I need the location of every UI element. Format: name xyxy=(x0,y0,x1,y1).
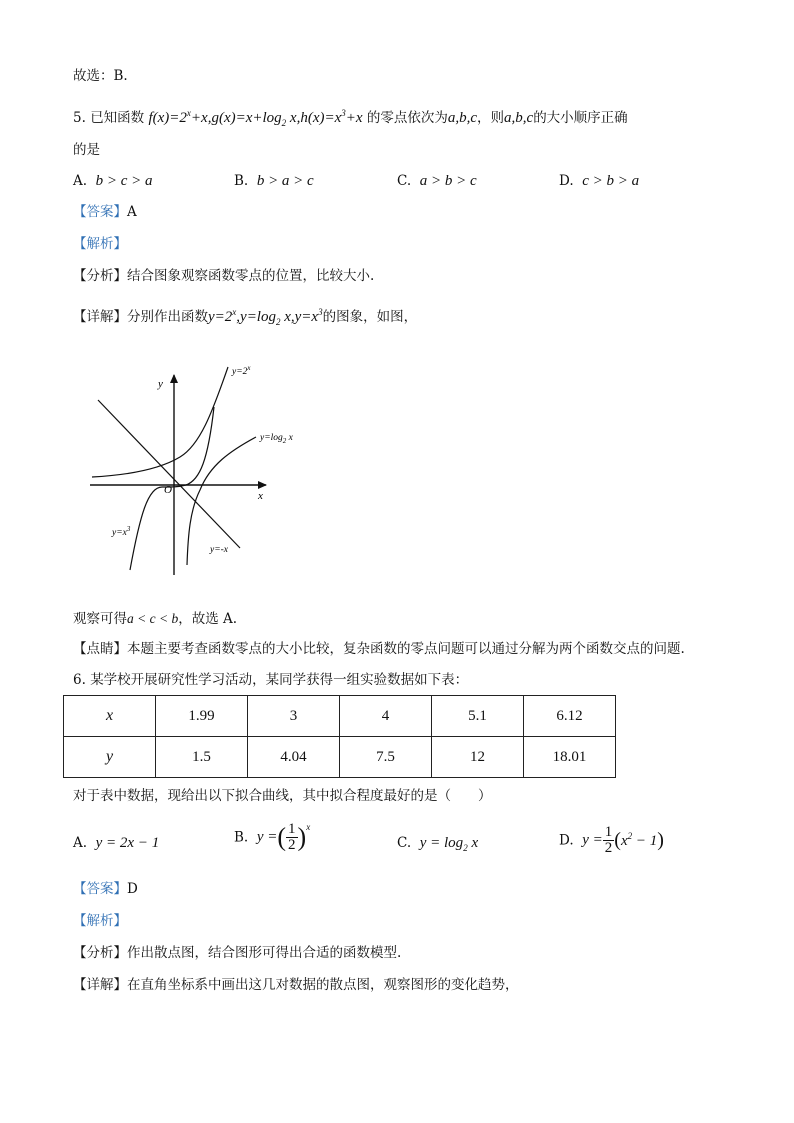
q6-number: 6. xyxy=(73,672,86,688)
table-cell: 1.99 xyxy=(156,696,248,737)
q5-option-b: B. b > a > c xyxy=(234,173,314,189)
table-header-x: x xyxy=(64,696,156,737)
q6-option-b: B. y =( $\frac{1}{2}$ )$^x$ xyxy=(234,821,311,853)
q5-dianjing xyxy=(73,639,685,659)
q5-xiangjie xyxy=(73,302,417,332)
table-cell: 12 xyxy=(432,737,524,778)
q5-stem xyxy=(73,103,628,133)
q5-vars: a,b,c xyxy=(447,110,478,126)
q6-fenxi xyxy=(73,943,401,963)
q6-analysis xyxy=(73,911,127,931)
q5-xiangjie-funcs: $y=2^x,y=\log_2$ $x,y=x^3$ xyxy=(208,307,323,327)
table-cell: 6.12 xyxy=(524,696,616,737)
table-cell: 3 xyxy=(248,696,340,737)
q6-answer-value: D xyxy=(127,881,138,897)
table-cell: 5.1 xyxy=(432,696,524,737)
q6-xiangjie-text: 在直角坐标系中画出这几对数据的散点图，观察图形的变化趋势， xyxy=(127,977,519,993)
q5-option-c: C. a > b > c xyxy=(397,173,477,189)
table-cell: 18.01 xyxy=(524,737,616,778)
table-cell: 1.5 xyxy=(156,737,248,778)
q6-stem-text: 某学校开展研究性学习活动，某同学获得一组实验数据如下表： xyxy=(90,672,469,688)
q6-option-c: C. $y = \log_2 x$ xyxy=(397,835,479,853)
label-neg-x: y=-x xyxy=(210,545,229,555)
q6-answer xyxy=(73,879,138,899)
origin-label: O xyxy=(164,484,172,496)
table-cell: 4.04 xyxy=(248,737,340,778)
q5-option-a: A. b > c > a xyxy=(73,173,153,189)
line-neg-x xyxy=(98,400,240,548)
q5-observe-expr: a < c < b xyxy=(127,611,179,626)
q5-stem-suffix: 的大小顺序正确 xyxy=(533,110,628,126)
table-cell: 7.5 xyxy=(340,737,432,778)
q6-fenxi-tag: 【分析】 xyxy=(73,945,127,961)
q5-dianjing-tag: 【点睛】 xyxy=(73,641,127,657)
q5-analysis xyxy=(73,234,127,254)
q5-answer-value: A xyxy=(127,204,137,220)
x-axis-label: x xyxy=(258,490,263,502)
q5-fenxi-text: 结合图象观察函数零点的位置，比较大小. xyxy=(127,268,375,284)
q4-conclusion: 故选：B. xyxy=(73,68,128,84)
label-log2x: $y=\log_2$ x xyxy=(260,433,293,445)
function-graph xyxy=(90,364,293,580)
q5-xiangjie-prefix: 分别作出函数 xyxy=(127,309,208,325)
q5-stem-mid2: ，则 xyxy=(477,110,505,126)
q6-stem xyxy=(73,670,468,690)
q6-data-table xyxy=(63,695,616,778)
q6-analysis-tag: 【解析】 xyxy=(73,913,127,929)
q5-xiangjie-tag: 【详解】 xyxy=(73,309,127,325)
q5-answer-tag: 【答案】 xyxy=(73,204,127,220)
q5-stem-mid: 的零点依次为 xyxy=(366,110,448,126)
table-header-y: y xyxy=(64,737,156,778)
label-x-cubed: $y=x^3$ xyxy=(112,525,131,538)
q5-number: 5. xyxy=(73,110,86,126)
q6-xiangjie-tag: 【详解】 xyxy=(73,977,127,993)
q5-fenxi-tag: 【分析】 xyxy=(73,268,127,284)
q5-analysis-tag: 【解析】 xyxy=(73,236,127,252)
q5-vars2: a,b,c xyxy=(504,110,534,126)
q6-fenxi-text: 作出散点图，结合图形可得出合适的函数模型. xyxy=(127,945,402,961)
q5-answer xyxy=(73,202,137,222)
q5-option-d: D. c > b > a xyxy=(559,173,640,189)
q6-xiangjie xyxy=(73,975,519,995)
table-row-x xyxy=(64,696,616,737)
q6-answer-tag: 【答案】 xyxy=(73,881,127,897)
q5-stem-line2: 的是 xyxy=(73,142,100,158)
q5-observe-suffix: ，故选 A. xyxy=(178,611,238,627)
table-cell: 4 xyxy=(340,696,432,737)
q5-observe xyxy=(73,609,237,629)
table-row-y xyxy=(64,737,616,778)
q5-observe-prefix: 观察可得 xyxy=(73,611,127,627)
q5-fenxi xyxy=(73,266,374,286)
q5-dianjing-text: 本题主要考查函数零点的大小比较，复杂函数的零点问题可以通过分解为两个函数交点的问题. xyxy=(127,641,685,657)
q5-xiangjie-suffix: 的图象，如图， xyxy=(322,309,418,325)
q6-option-d: D. y = $\frac{1}{2}$ $(x^2 - 1)$ xyxy=(559,824,664,856)
q5-functions: $f(x)=2^x+x,g(x)=x+\log_2$ $x,h(x)=x^3+x$ xyxy=(148,108,363,128)
y-axis-label: y xyxy=(158,378,163,390)
q6-question: 对于表中数据，现给出以下拟合曲线，其中拟合程度最好的是（ ） xyxy=(73,788,492,804)
q5-stem-prefix: 已知函数 xyxy=(90,110,145,126)
q6-option-a: A. y = 2x − 1 xyxy=(73,835,160,851)
label-exp-2x: $y=2^x$ xyxy=(232,364,251,377)
